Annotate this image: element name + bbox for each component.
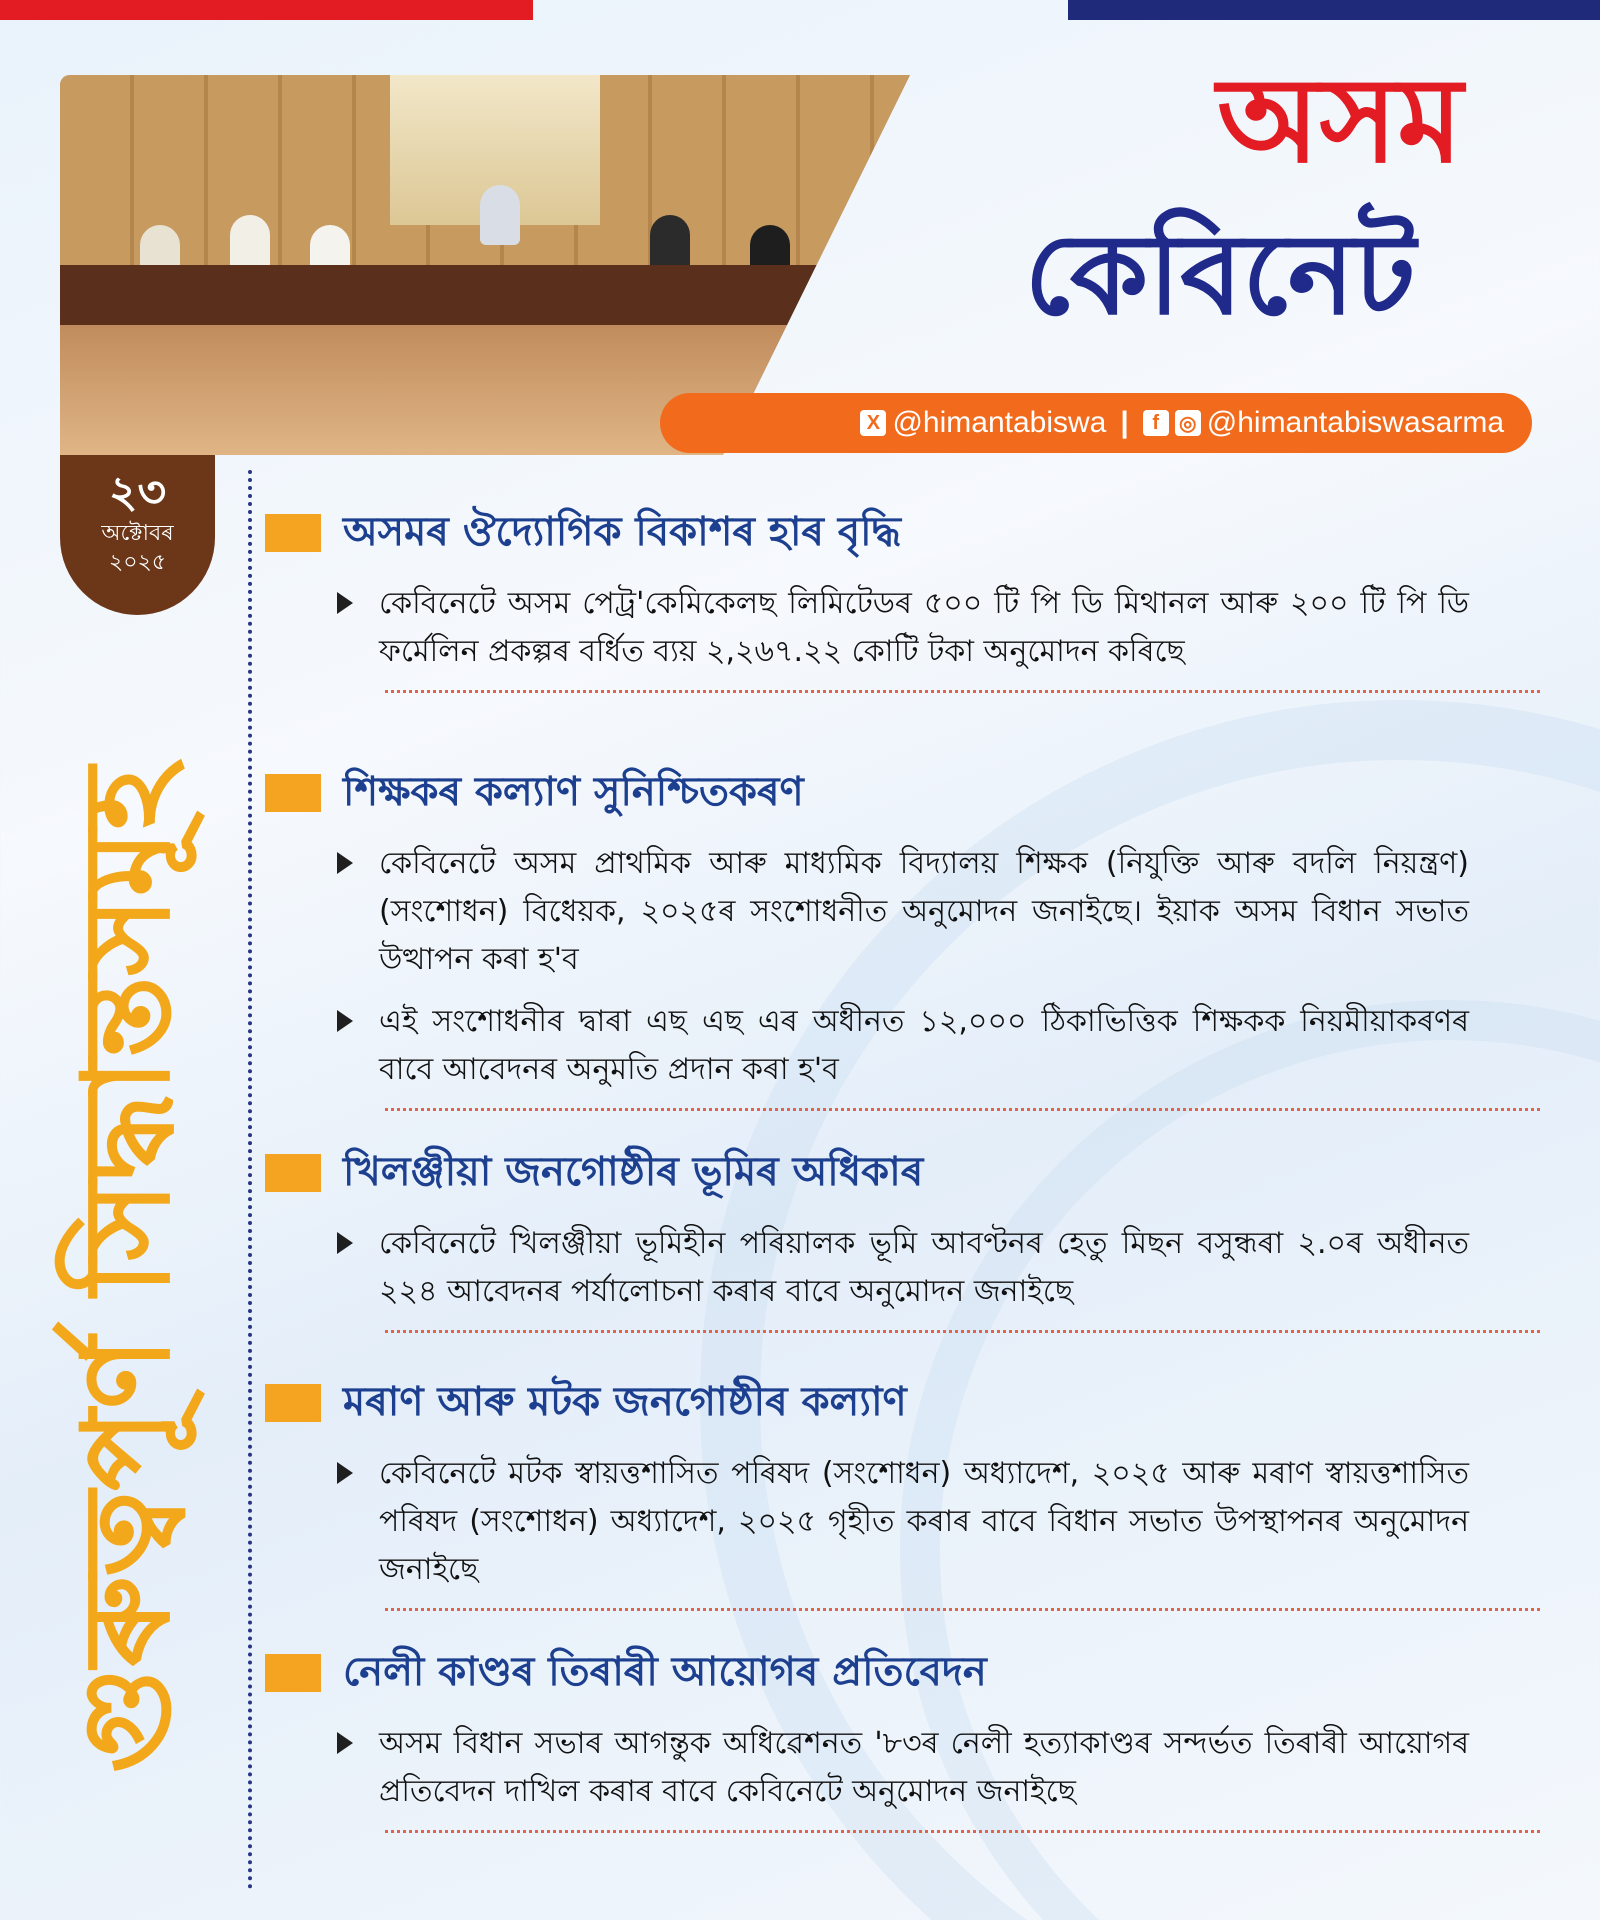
title-cabinet: কেবিনেট xyxy=(1024,210,1416,340)
section-moran-matak-welfare xyxy=(265,1370,1540,1611)
list-item xyxy=(337,580,1540,676)
triangle-bullet-icon xyxy=(337,852,353,874)
section-nellie-tiwari-commission xyxy=(265,1640,1540,1833)
section-bullet xyxy=(265,774,321,812)
triangle-bullet-icon xyxy=(337,1010,353,1032)
facebook-icon[interactable]: f xyxy=(1143,410,1169,436)
date-badge xyxy=(60,455,215,615)
section-title: খিলঞ্জীয়া জনগোষ্ঠীৰ ভূমিৰ অধিকাৰ xyxy=(343,1148,924,1195)
date-year: ২০২৫ xyxy=(108,550,167,575)
section-header xyxy=(265,500,1540,566)
section-divider xyxy=(385,1608,1540,1611)
section-divider xyxy=(385,1108,1540,1111)
section-header xyxy=(265,1640,1540,1706)
section-bullet xyxy=(265,1384,321,1422)
title-assam: অসম xyxy=(1217,51,1463,189)
list-item xyxy=(337,1450,1540,1594)
section-indigenous-land-rights xyxy=(265,1140,1540,1333)
side-title-important-decisions: গুৰুত্বপূৰ্ণ সিদ্ধান্তসমূহ xyxy=(58,767,197,1773)
list-item xyxy=(337,1720,1540,1816)
section-bullet xyxy=(265,1154,321,1192)
item-text: কেবিনেটে অসম পেট্ৰ'কেমিকেলছ লিমিটেডৰ ৫০০ টি পি ডি মিথানল আৰু ২০০ টি পি ডি ফৰ্মেলিন প্ৰকল্পৰ বৰ্ধিত ব্যয় ২,২৬৭.২২ কোটি টকা অনুমোদন কৰিছে xyxy=(379,586,1469,669)
instagram-icon[interactable]: ◎ xyxy=(1175,410,1201,436)
section-title: অসমৰ ঔদ্যোগিক বিকাশৰ হাৰ বৃদ্ধি xyxy=(343,508,901,555)
date-month: অক্টোবৰ xyxy=(101,521,174,546)
triangle-bullet-icon xyxy=(337,592,353,614)
list-item xyxy=(337,998,1540,1094)
list-item xyxy=(337,840,1540,984)
triangle-bullet-icon xyxy=(337,1232,353,1254)
top-accent-bar-navy xyxy=(1068,0,1600,20)
item-text: অসম বিধান সভাৰ আগন্তুক অধিৱেশনত '৮৩ৰ নেলী হত্যাকাণ্ডৰ সন্দৰ্ভত তিৰাৰী আয়োগৰ প্ৰতিবেদন দাখিল কৰাৰ বাবে কেবিনেটে অনুমোদন জনাইছে xyxy=(379,1726,1469,1809)
triangle-bullet-icon xyxy=(337,1732,353,1754)
item-text: এই সংশোধনীৰ দ্বাৰা এছ এছ এৰ অধীনত ১২,০০০ ঠিকাভিত্তিক শিক্ষকক নিয়মীয়াকৰণৰ বাবে আবেদনৰ অনুমতি প্ৰদান কৰা হ'ব xyxy=(379,1004,1469,1087)
section-header xyxy=(265,1370,1540,1436)
section-divider xyxy=(385,690,1540,693)
vertical-dotted-divider xyxy=(248,470,252,1890)
section-divider xyxy=(385,1330,1540,1333)
section-bullet xyxy=(265,1654,321,1692)
x-icon[interactable]: X xyxy=(860,410,886,436)
section-divider xyxy=(385,1830,1540,1833)
section-title: মৰাণ আৰু মটক জনগোষ্ঠীৰ কল্যাণ xyxy=(343,1378,907,1425)
photo-person xyxy=(480,185,520,245)
item-text: কেবিনেটে অসম প্ৰাথমিক আৰু মাধ্যমিক বিদ্যালয় শিক্ষক (নিযুক্তি আৰু বদলি নিয়ন্ত্ৰণ) (সংশোধন) বিধেয়ক, ২০২৫ৰ সংশোধনীত অনুমোদন জনাইছে। ইয়াক অসম বিধান সভাত উত্থাপন কৰা হ'ব xyxy=(379,846,1469,977)
section-industrial-growth xyxy=(265,500,1540,693)
section-header xyxy=(265,760,1540,826)
section-title: নেলী কাণ্ডৰ তিৰাৰী আয়োগৰ প্ৰতিবেদন xyxy=(343,1648,987,1695)
social-handles-bar xyxy=(660,393,1532,453)
item-text: কেবিনেটে মটক স্বায়ত্তশাসিত পৰিষদ (সংশোধন) অধ্যাদেশ, ২০২৫ আৰু মৰাণ স্বায়ত্তশাসিত পৰিষদ (সংশোধন) অধ্যাদেশ, ২০২৫ গৃহীত কৰাৰ বাবে বিধান সভাত উপস্থাপনৰ অনুমোদন জনাইছে xyxy=(379,1456,1469,1587)
triangle-bullet-icon xyxy=(337,1462,353,1484)
top-accent-bar-red xyxy=(0,0,533,20)
handle-separator: | xyxy=(1120,406,1129,439)
section-header xyxy=(265,1140,1540,1206)
date-day: ২৩ xyxy=(108,467,167,518)
section-bullet xyxy=(265,514,321,552)
section-title: শিক্ষকৰ কল্যাণ সুনিশ্চিতকৰণ xyxy=(343,768,804,815)
x-handle[interactable]: @himantabiswa xyxy=(892,406,1107,439)
photo-table xyxy=(60,265,910,325)
item-text: কেবিনেটে খিলঞ্জীয়া ভূমিহীন পৰিয়ালক ভূমি আবণ্টনৰ হেতু মিছন বসুন্ধৰা ২.০ৰ অধীনত ২২৪ আবেদনৰ পৰ্যালোচনা কৰাৰ বাবে অনুমোদন জনাইছে xyxy=(379,1226,1469,1309)
section-teacher-welfare xyxy=(265,760,1540,1111)
facebook-instagram-handle[interactable]: @himantabiswasarma xyxy=(1206,406,1504,439)
list-item xyxy=(337,1220,1540,1316)
